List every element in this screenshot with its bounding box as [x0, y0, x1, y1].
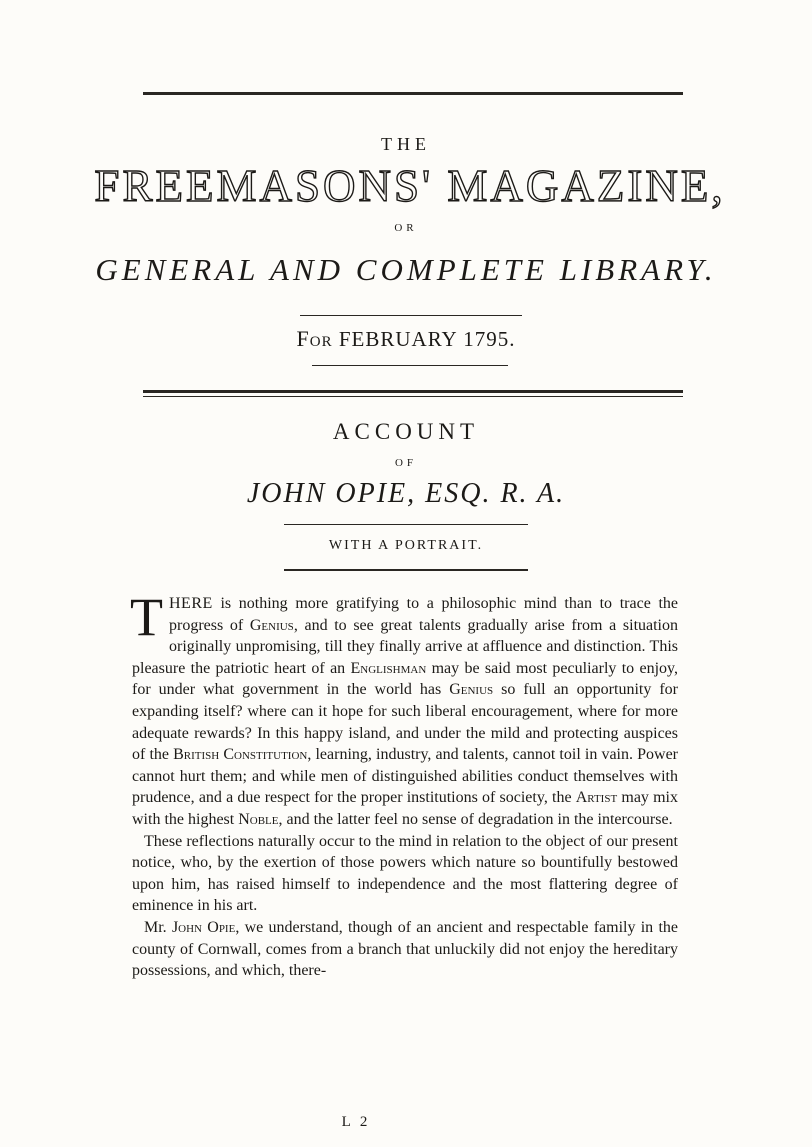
top-rule: [143, 92, 683, 95]
article-paragraph: [132, 831, 678, 917]
text-run: These reflections naturally occur to the mind in relation to the object of our present notice, who, by the exertion of those powers which nature so bountifully bestowed upon him, has raised himself to independence and the most flattering degree of eminence in his art.: [132, 832, 678, 915]
article-heading: ACCOUNT: [332, 419, 480, 444]
text-run: may mix with the highest: [132, 789, 678, 828]
small-caps-run: British Constitution: [173, 746, 308, 764]
section-rule-thin: [143, 396, 683, 397]
subject-rule: [284, 524, 528, 525]
issue-rule-top: [300, 315, 522, 316]
masthead-subtitle: GENERAL AND COMPLETE LIBRARY.: [95, 252, 717, 287]
drop-cap: T: [130, 587, 163, 647]
issue-month: FEBRUARY: [338, 327, 457, 351]
portrait-rule: [284, 569, 528, 571]
text-run: , learning, industry, and talents, cannot toil in vain. Power cannot hurt them; and while men of distinguished abilities conduct themselves with prudence, and a due respect for the proper institutions of society, the: [132, 746, 679, 807]
issue-rule-bottom: [312, 365, 508, 366]
section-rule-thick: [143, 390, 683, 393]
issue-for: For: [296, 326, 333, 351]
small-caps-run: Genius: [449, 681, 494, 699]
page-folio: L 2: [341, 1114, 371, 1130]
small-caps-run: Noble: [238, 810, 279, 828]
small-caps-run: Artist: [575, 789, 618, 807]
text-run: , we understand, though of an ancient and respectable family in the county of Cornwall, comes from a branch that unluckily did not enjoy the hereditary possessions, and which, there-: [132, 918, 678, 980]
text-run: may be said most peculiarly to enjoy, for under what government in the world has: [132, 659, 678, 699]
issue-year: 1795.: [463, 327, 516, 351]
article-body: [130, 587, 679, 982]
masthead-title: FREEMASONS' MAGAZINE,: [94, 161, 726, 211]
text-run: Mr.: [144, 918, 172, 936]
article-of: OF: [394, 457, 418, 469]
text-run: , and the latter feel no sense of degradation in the intercourse.: [278, 810, 673, 828]
small-caps-run: John Opie: [171, 918, 236, 936]
article-paragraph: [130, 587, 679, 831]
article-subject: JOHN OPIE, ESQ. R. A.: [246, 478, 566, 509]
text-run: is nothing more gratifying to a philosophic mind than to trace the progress of: [169, 595, 678, 634]
small-caps-run: Englishman: [350, 659, 427, 677]
masthead-the: THE: [381, 134, 431, 154]
text-run: so full an opportunity for expanding itself? where can it hope for such liberal encouragement, where for more adequate rewards? In this happy island, and under the mild and protecting auspices of the: [132, 681, 678, 764]
first-word: HERE: [169, 595, 213, 612]
article-paragraph: [132, 917, 678, 982]
masthead-or: OR: [394, 222, 418, 234]
text-run: , and to see great talents gradually arise from a situation originally unpromising, till they finally arrive at affluence and distinction. This pleasure the patriotic heart of an: [132, 616, 679, 677]
portrait-note: WITH A PORTRAIT.: [328, 538, 484, 553]
small-caps-run: Genius: [249, 616, 294, 634]
issue-line: [0, 326, 812, 352]
